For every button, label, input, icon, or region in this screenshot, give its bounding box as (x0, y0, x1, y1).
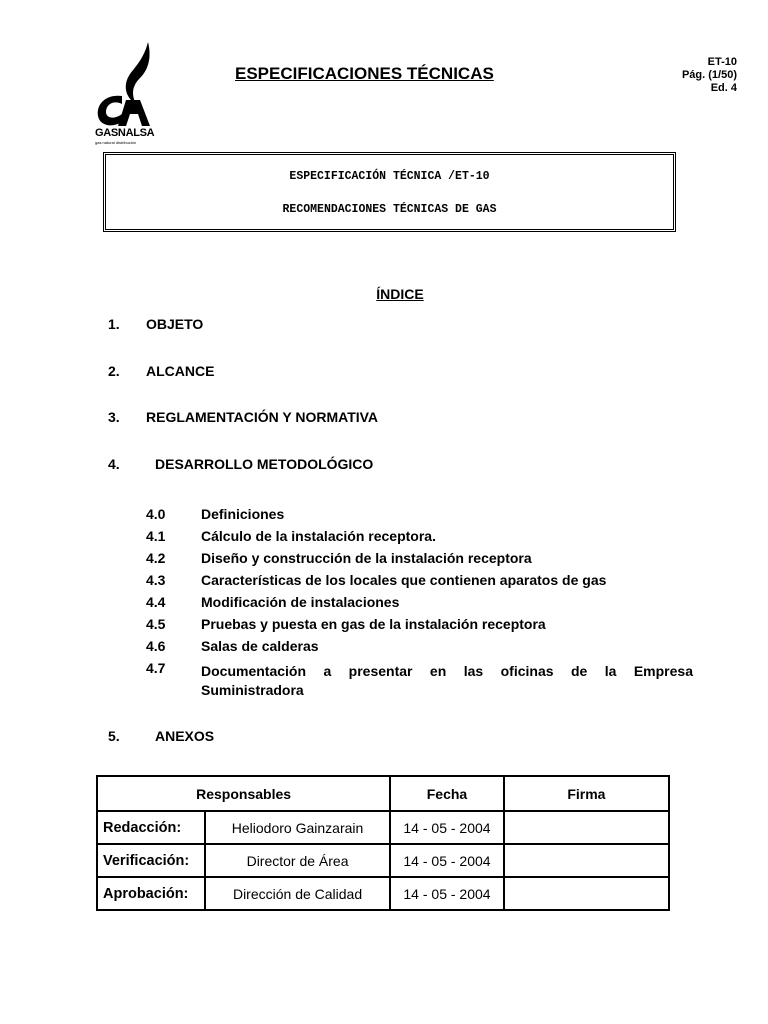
section-label: ANEXOS (155, 728, 215, 744)
table-row (97, 844, 669, 877)
subsection-label: Salas de calderas (201, 638, 319, 654)
section-label: REGLAMENTACIÓN Y NORMATIVA (146, 409, 379, 425)
date-cell: 14 - 05 - 2004 (390, 877, 504, 910)
date-cell: 14 - 05 - 2004 (390, 811, 504, 844)
subsection-label: Modificación de instalaciones (201, 594, 400, 610)
company-tagline: gas natural distribución (95, 140, 137, 145)
subsection-number: 4.3 (146, 572, 166, 588)
company-logo (92, 40, 164, 150)
subsection-label-continuation: Suministradora (201, 682, 304, 698)
signature-cell (504, 844, 669, 877)
index-title: ÍNDICE (376, 286, 424, 302)
approval-table (96, 775, 670, 911)
subsection-label: Definiciones (201, 506, 285, 522)
subsection-number: 4.2 (146, 550, 166, 566)
role-cell: Redacción: (97, 811, 205, 844)
document-code: ET-10 (707, 56, 737, 68)
edition: Ed. 4 (710, 82, 737, 94)
section-label: DESARROLLO METODOLÓGICO (155, 456, 374, 472)
table-header-row (97, 776, 669, 811)
section-label: OBJETO (146, 316, 204, 332)
subsection-number: 4.0 (146, 506, 166, 522)
flame-logo-icon (92, 40, 164, 130)
document-meta (682, 56, 737, 95)
header-fecha: Fecha (390, 776, 504, 811)
page-number: Pág. (1/50) (681, 69, 737, 81)
spec-code-line: ESPECIFICACIÓN TÉCNICA /ET-10 (289, 170, 490, 183)
spec-title-line: RECOMENDACIONES TÉCNICAS DE GAS (282, 203, 497, 216)
signature-cell (504, 877, 669, 910)
section-number: 4. (108, 456, 120, 472)
role-cell: Aprobación: (97, 877, 205, 910)
subsection-label: Pruebas y puesta en gas de la instalación receptora (201, 616, 546, 632)
subsection-label: Cálculo de la instalación receptora. (201, 528, 436, 544)
subsection-label: Documentación a presentar en las oficinas de la Empresa (201, 663, 693, 679)
section-number: 2. (108, 363, 120, 379)
role-cell: Verificación: (97, 844, 205, 877)
section-number: 3. (108, 409, 120, 425)
subsection-number: 4.4 (146, 594, 166, 610)
section-label: ALCANCE (146, 363, 215, 379)
section-number: 1. (108, 316, 120, 332)
table-row (97, 877, 669, 910)
signature-cell (504, 811, 669, 844)
subsection-number: 4.5 (146, 616, 166, 632)
name-cell: Heliodoro Gainzarain (205, 811, 390, 844)
spec-box (103, 152, 676, 232)
name-cell: Dirección de Calidad (205, 877, 390, 910)
company-name: GASNALSA (95, 127, 155, 139)
document-title: ESPECIFICACIONES TÉCNICAS (235, 64, 494, 83)
subsection-number: 4.7 (146, 660, 166, 676)
subsection-label: Diseño y construcción de la instalación receptora (201, 550, 532, 566)
subsection-number: 4.6 (146, 638, 166, 654)
header-responsables: Responsables (97, 776, 390, 811)
header-firma: Firma (504, 776, 669, 811)
section-number: 5. (108, 728, 120, 744)
name-cell: Director de Área (205, 844, 390, 877)
subsection-label: Características de los locales que contienen aparatos de gas (201, 572, 607, 588)
subsection-number: 4.1 (146, 528, 166, 544)
table-row (97, 811, 669, 844)
date-cell: 14 - 05 - 2004 (390, 844, 504, 877)
